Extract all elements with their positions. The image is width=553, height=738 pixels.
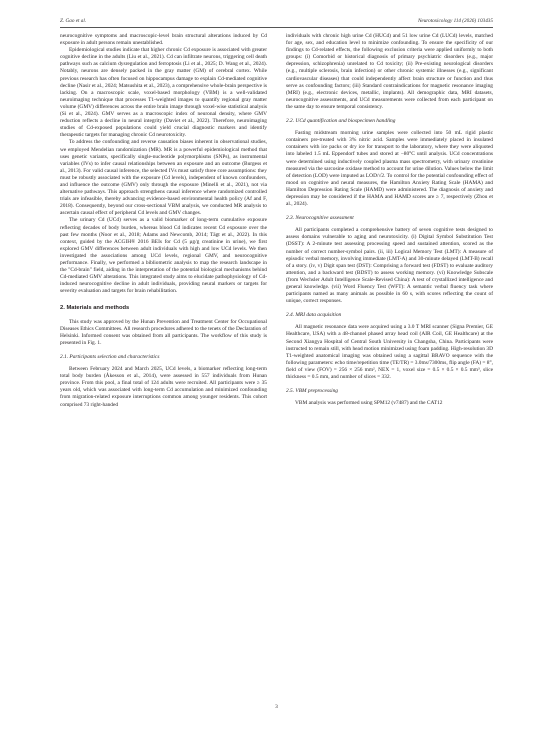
subsection-heading: 2.2. UCd quantification and biospecimen handling	[286, 118, 396, 125]
body-paragraph: VBM analysis was performed using SPM12 (v7487) and the CAT12	[295, 400, 443, 407]
body-paragraph: neurocognitive symptoms and macroscopic-level brain structural alterations induced by Cd exposure in adult persons remain unestablished.	[60, 33, 267, 47]
subsection-heading: 2.3. Neurocognitive assessment	[286, 215, 354, 222]
body-paragraph: Fasting midstream morning urine samples were collected into 50 mL rigid plastic containers pre-treated with 3% nitric acid. Samples were immediately placed in insulated containers with ice packs or dry ice for transport to the laboratory, where they were aliquoted into labeled 1.5 mL Eppendorf tubes and stored at −80°C until analysis. UCd concentrations were determined using inductively coupled plasma mass spectrometry, with urinary creatinine measured via the sarcosine oxidase method to account for urine dilution. Values below the limit of detection (LOD) were imputed as LOD/√2. To control for the potential confounding effect of mood on cognitive and neural measures, the Hamilton Anxiety Rating Scale (HAMA) and Hamilton Depression Rating Scale (HAMD) were administered. The diagnosis of anxiety and depression may be considered if the HAMA and HAMD scores are ≥ 7, respectively (Zhou et al., 2024).	[286, 130, 493, 208]
body-paragraph: All magnetic resonance data were acquired using a 3.0 T MRI scanner (Signa Premier, GE Healthcare, USA) with a 48-channel phased array head coil (AIR Coil, GE Healthcare) at the Second Xiangya Hospital of Central South University in Changsha, China. Participants were instructed to remain still, with head motion minimized using foam padding. High-resolution 3D T1-weighted anatomical imaging was obtained using a sagittal BRAVO sequence with the following parameters: echo time/repetition time (TE/TR) = 3.0ms/7300ms, flip angle (FA) = 8°, field of view (FOV) = 256 × 256 mm², NEX = 1, voxel size = 0.5 × 0.5 × 0.5 mm³, slice thickness = 0.5 mm, and number of slices = 332.	[286, 324, 493, 381]
section-heading: 2. Materials and methods	[60, 305, 130, 312]
header-rule	[60, 27, 493, 28]
body-paragraph: individuals with chronic high urine Cd (HUCd) and 51 low urine Cd (LUCd) levels, matched for age, sex, and education level to minimize confounding. To ensure the specificity of our findings to Cd-related effects, the following exclusion criteria were applied uniformly to both groups: (i) Comorbid or historical diagnosis of primary psychiatric disorders (e.g., major depression, schizophrenia) unrelated to Cd toxicity; (ii) Pre-existing neurological disorders (e.g., multiple sclerosis, brain infection) or other chronic systemic illnesses (e.g., significant cardiovascular diseases) that could independently affect brain structure or function and thus serve as confounding factors; (iii) Standard contraindications for magnetic resonance imaging (MRI) (e.g., electronic devices, metallic, implants). All demographic data, MRI datasets, neurocognitive assessments, and UCd measurements were collected from each participant on the same day to ensure temporal consistency.	[286, 33, 493, 110]
left-column	[60, 33, 267, 409]
body-paragraph: The urinary Cd (UCd) serves as a valid biomarker of long-term cumulative exposure reflecting decades of body burden, whereas blood Cd indicates recent Cd exposure over the past few months (Noor et al., 2018; Adams and Newcomb, 2014; Tägt et al., 2022). In this context, guided by the ACGIH® 2016 BEIs for Cd (5 μg/g creatinine in urine), we first explored GMV differences between adult individuals with high and low UCd levels. We then investigated the associations among UCd levels, regional GMV, and neurocognitive performance. Finally, we performed a bibliometric analysis to map the research landscape in the "Cd-brain" field, aiding in the interpretation of the potential biological mechanisms behind Cd-mediated GMV alterations. This integrated study aims to elucidate pathophysiology of Cd-induced neurocognitive decline in adult individuals, providing neural markers or targets for severity evaluation and targets for brain rehabilitation.	[60, 217, 267, 295]
running-header-journal: Neurotoxicology 114 (2026) 103435	[417, 18, 493, 24]
body-paragraph: All participants completed a comprehensive battery of seven cognitive tests designed to assess domains vulnerable to aging and neurotoxicity. (i) Digital Symbol Substitution Test (DSST): A 2-minute test assessing processing speed and sustained attention, scored as the number of correct number-symbol pairs. (ii, iii) Logical Memory Test (LMT): A measure of episodic verbal memory, involving immediate (LMT-A) and 30-minute delayed (LMT-B) recall of a story. (iv, v) Digit span test (DST): Comprising a forward test (FDST) to evaluate auditory attention, and a backward test (BDST) to assess working memory. (vi) Knowledge Subscale (from Wechsler Adult Intelligence Scale-Revised China): A test of crystallized intelligence and general knowledge. (vii) Word Fluency Test (WFT): A semantic verbal fluency task where participants named as many animals as possible in 60 s, with scores reflecting the count of unique, correct responses.	[286, 227, 493, 305]
body-paragraph: Epidemiological studies indicate that higher chronic Cd exposure is associated with greater cognitive decline in the adults (Liu et al., 2021). Cd can infiltrate neurons, triggering cell death pathways such as calcium dysregulation and ferroptosis (Li et al., 2025; D. Wang et al., 2024). Notably, neurons are densely packed in the gray matter (GM) of cerebral cortex. While previous research has often focused on hippocampus damage to explain Cd-mediated cognitive decline (Nasir et al., 2024; Matsushita et al., 2023), a comprehensive whole-brain perspective is lacking. On a macroscopic scale, voxel-based morphology (VBM) is a well-validated neuroimaging technique that processes T1-weighted images to quantify regional gray matter volume (GMV) differences across the entire brain image through voxel-wise statistical analysis (Si et al., 2024). GMV serves as a macroscopic index of neuronal density, where GMV reduction reflects a decline in neural integrity (Daviet et al., 2022). Therefore, neuroimaging studies of Cd-exposed populations could yield crucial diagnostic markers and identify therapeutic targets for managing chronic Cd neurotoxicity.	[60, 47, 267, 139]
subsection-heading: 2.1. Participants selection and characteristics	[60, 353, 160, 360]
body-paragraph: Between February 2024 and March 2025, UCd levels, a biomarker reflecting long-term total body burden (Åkesson et al., 2014), were assessed in 557 individuals from Hunan province. From this pool, a final total of 124 adults were recruited. All participants were ≥ 35 years old, which was associated with long-term Cd accumulation and minimized confounding from migration-related exposure interruptions common among younger residents. This cohort comprised 73 right-handed	[60, 366, 267, 408]
subsection-heading: 2.4. MRI data acquisition	[286, 312, 342, 319]
right-column	[286, 33, 493, 407]
body-paragraph: This study was approved by the Hunan Prevention and Treatment Center for Occupational Diseases Ethics Committees. All research procedures adhered to the tenets of the Declaration of Helsinki. Informed consent was obtained from all participants. The workflow of this study is presented in Fig. 1.	[60, 318, 267, 346]
body-paragraph: To address the confounding and reverse causation biases inherent in observational studies, we employed Mendelian randomization (MR). MR is a powerful epidemiological method that uses genetic variants, specifically single-nucleotide polymorphisms (SNPs), as instrumental variables (IVs) to infer causal relationships between an exposure and an outcome (Burgess et al., 2013). For valid causal inference, the selected IVs must satisfy three core assumptions: they must be robustly associated with the exposure (Cd levels), independent of known confounders, and influence the outcome (GMV) only through the exposure (Minelli et al., 2021), not via alternative pathways. This approach strengthens causal inference where randomized controlled trials are infeasible, thereby advancing evidence-based environmental health policy (Af and F, 2018). Consequently, beyond our cross-sectional VBM analysis, we conducted MR analysis to ascertain causal effect of peripheral Cd levels and GMV changes.	[60, 139, 267, 217]
page-number: 3	[275, 704, 278, 710]
subsection-heading: 2.5. VBM preprocessing	[286, 388, 338, 395]
running-header-author: Z. Gao et al.	[60, 18, 87, 24]
